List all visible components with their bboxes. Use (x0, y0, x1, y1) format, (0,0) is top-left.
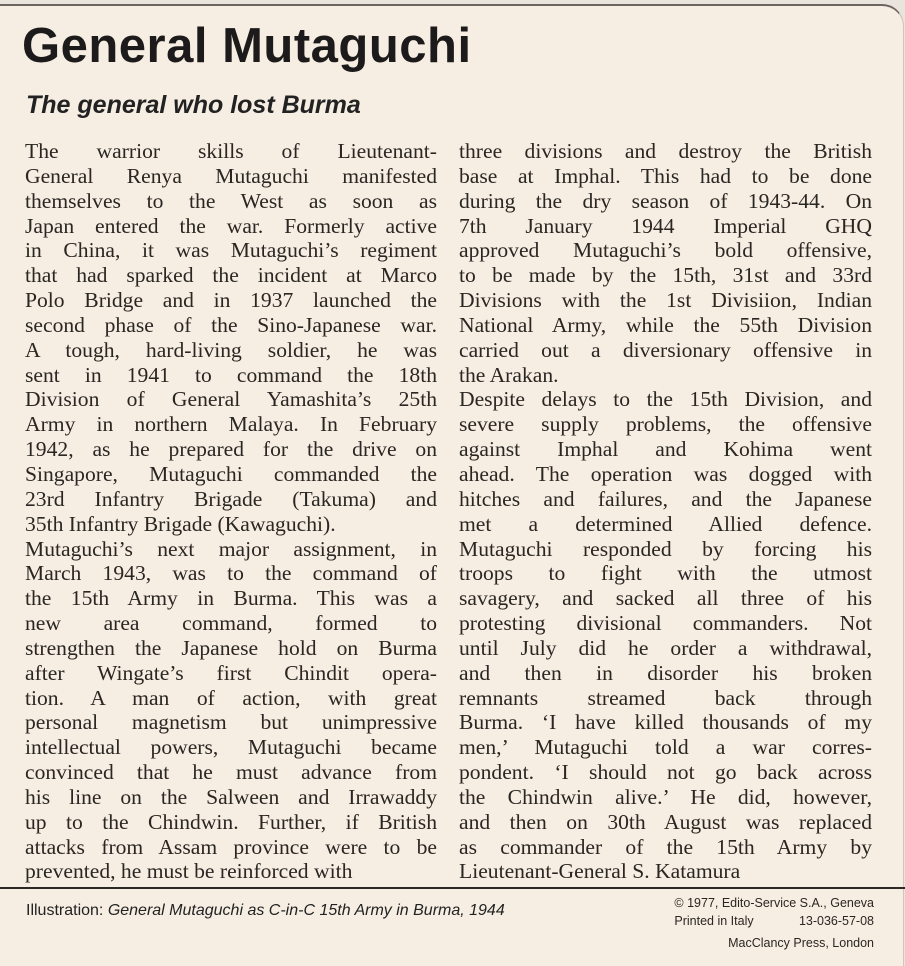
body-line: that had sparked the incident at Marco (25, 263, 437, 288)
body-line: pondent. ‘I should not go back across (459, 760, 872, 785)
body-line: 23rd Infantry Brigade (Takuma) and (25, 486, 437, 511)
body-line: to be made by the 15th, 31st and 33rd (459, 263, 872, 288)
body-line: 1942, as he prepared for the drive on (25, 437, 437, 462)
body-line: new area command, formed to (25, 611, 437, 636)
body-line: men,’ Mutaguchi told a war corres- (459, 735, 872, 760)
body-line: personal magnetism but unimpressive (25, 710, 437, 735)
body-line: after Wingate’s first Chindit opera- (25, 660, 437, 685)
printed-in-text: Printed in Italy (674, 914, 754, 928)
body-line: Division of General Yamashita’s 25th (25, 387, 437, 412)
body-line: up to the Chindwin. Further, if British (25, 809, 437, 834)
body-line: A tough, hard-living soldier, he was (25, 337, 437, 362)
body-line: prevented, he must be reinforced with (25, 859, 353, 884)
publisher-name: MacClancy Press, London (728, 936, 874, 950)
body-line: Despite delays to the 15th Division, and (459, 387, 872, 412)
body-line: as commander of the 15th Army by (459, 834, 872, 859)
body-column-left (25, 139, 437, 884)
body-line: 7th January 1944 Imperial GHQ (459, 213, 872, 238)
body-line: attacks from Assam province were to be (25, 834, 437, 859)
body-line: Army in northern Malaya. In February (25, 412, 437, 437)
caption-text: General Mutaguchi as C-in-C 15th Army in Burma, 1944 (107, 902, 505, 919)
body-line: sent in 1941 to command the 18th (25, 362, 437, 387)
trading-card (0, 4, 904, 966)
body-line: the 15th Army in Burma. This was a (25, 586, 437, 611)
body-line: Mutaguchi’s next major assignment, in (25, 536, 437, 561)
caption-label: Illustration: (26, 902, 108, 919)
body-line: the Arakan. (459, 362, 559, 387)
body-line: intellectual powers, Mutaguchi became (25, 735, 437, 760)
body-line: approved Mutaguchi’s bold offensive, (459, 238, 872, 263)
body-line: ahead. The operation was dogged with (459, 461, 872, 486)
body-line: Polo Bridge and in 1937 launched the (25, 288, 437, 313)
body-line: against Imphal and Kohima went (459, 437, 872, 462)
footer-divider (0, 887, 905, 889)
body-line: Divisions with the 1st Divisiion, Indian (459, 288, 872, 313)
card-code: 13-036-57-08 (798, 914, 874, 928)
body-line: 35th Infantry Brigade (Kawaguchi). (25, 511, 336, 536)
card-subtitle: The general who lost Burma (26, 91, 361, 119)
body-line: tion. A man of action, with great (25, 685, 437, 710)
body-line: three divisions and destroy the British (459, 139, 872, 163)
body-line: severe supply problems, the offensive (459, 412, 872, 437)
body-line: second phase of the Sino-Japanese war. (25, 312, 437, 337)
card-title: General Mutaguchi (22, 19, 472, 73)
body-line: The warrior skills of Lieutenant- (25, 139, 437, 163)
body-line: in China, it was Mutaguchi’s regiment (25, 238, 437, 263)
body-line: his line on the Salween and Irrawaddy (25, 784, 437, 809)
body-line: troops to fight with the utmost (459, 561, 872, 586)
body-line: base at Imphal. This had to be done (459, 163, 872, 188)
body-line: convinced that he must advance from (25, 760, 437, 785)
body-line: General Renya Mutaguchi manifested (25, 163, 437, 188)
copyright-text: © 1977, Edito-Service S.A., Geneva (674, 896, 874, 910)
body-line: and then in disorder his broken (459, 660, 872, 685)
body-line: Singapore, Mutaguchi commanded the (25, 461, 437, 486)
body-line: Japan entered the war. Formerly active (25, 213, 437, 238)
body-line: hitches and failures, and the Japanese (459, 486, 872, 511)
body-line: met a determined Allied defence. (459, 511, 872, 536)
body-line: savagery, and sacked all three of his (459, 586, 872, 611)
body-line: protesting divisional commanders. Not (459, 611, 872, 636)
illustration-caption (26, 899, 546, 922)
publisher-credits (674, 894, 874, 952)
body-line: and then on 30th August was replaced (459, 809, 872, 834)
body-line: until July did he order a withdrawal, (459, 635, 872, 660)
body-line: carried out a diversionary offensive in (459, 337, 872, 362)
body-line: March 1943, was to the command of (25, 561, 437, 586)
body-line: Mutaguchi responded by forcing his (459, 536, 872, 561)
body-line: Lieutenant-General S. Katamura (459, 859, 741, 884)
body-line: the Chindwin alive.’ He did, however, (459, 784, 872, 809)
body-line: Burma. ‘I have killed thousands of my (459, 710, 872, 735)
body-line: strengthen the Japanese hold on Burma (25, 635, 437, 660)
body-line: remnants streamed back through (459, 685, 872, 710)
body-column-right (459, 139, 872, 884)
body-line: themselves to the West as soon as (25, 188, 437, 213)
body-line: during the dry season of 1943-44. On (459, 188, 872, 213)
body-line: National Army, while the 55th Division (459, 312, 872, 337)
